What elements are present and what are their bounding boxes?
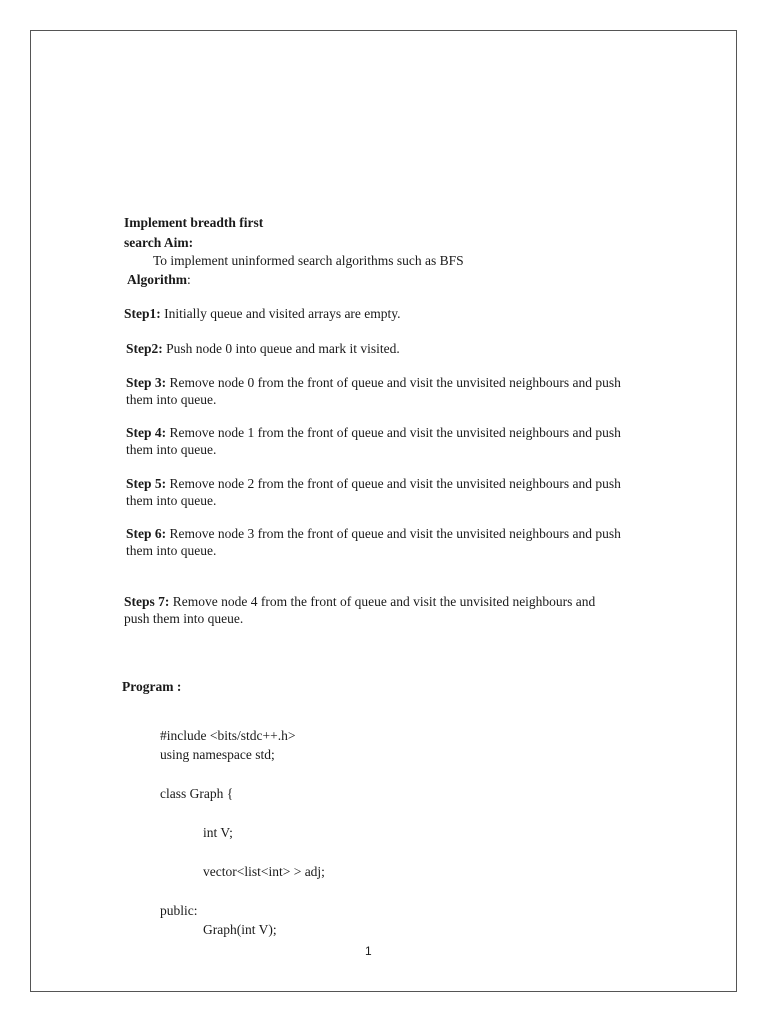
step-label: Step2: (126, 341, 163, 356)
step-3-continuation: them into queue. (126, 392, 217, 407)
step-label: Step 3: (126, 375, 167, 390)
step-label: Step 4: (126, 425, 167, 440)
step-7-continuation: push them into queue. (124, 611, 244, 626)
heading-line-1: Implement breadth first (124, 215, 264, 230)
program-heading: Program : (122, 679, 182, 694)
step-text: Remove node 1 from the front of queue and visit the unvisited neighbours and push (169, 425, 621, 440)
algorithm-label: Algorithm (127, 272, 187, 287)
step-text: Remove node 2 from the front of queue and visit the unvisited neighbours and push (169, 476, 621, 491)
code-line: #include <bits/stdc++.h> (160, 728, 296, 743)
step-5 (126, 477, 621, 491)
step-3 (126, 376, 621, 390)
step-label: Step 5: (126, 476, 167, 491)
code-line: class Graph { (160, 786, 234, 801)
step-6 (126, 527, 621, 541)
code-line: vector<list<int> > adj; (203, 864, 325, 879)
step-label: Step 6: (126, 526, 167, 541)
step-label: Steps 7: (124, 594, 170, 609)
step-4 (126, 426, 621, 440)
code-line: int V; (203, 825, 233, 840)
step-6-continuation: them into queue. (126, 543, 217, 558)
step-7 (124, 595, 595, 609)
step-label: Step1: (124, 306, 161, 321)
step-2 (126, 342, 400, 356)
step-text: Push node 0 into queue and mark it visited. (166, 341, 400, 356)
code-line: public: (160, 903, 198, 918)
heading-line-2: search Aim: (124, 235, 194, 250)
algorithm-heading (127, 273, 191, 287)
step-text: Remove node 4 from the front of queue and visit the unvisited neighbours and (172, 594, 596, 609)
step-text: Initially queue and visited arrays are empty. (164, 306, 401, 321)
step-4-continuation: them into queue. (126, 442, 217, 457)
code-line: using namespace std; (160, 747, 275, 762)
step-text: Remove node 3 from the front of queue and visit the unvisited neighbours and push (169, 526, 621, 541)
step-text: Remove node 0 from the front of queue and visit the unvisited neighbours and push (169, 375, 621, 390)
document-page (30, 30, 737, 992)
step-1 (124, 307, 401, 321)
algorithm-colon: : (187, 272, 191, 287)
code-line: Graph(int V); (203, 922, 277, 937)
aim-text: To implement uninformed search algorithms such as BFS (153, 253, 464, 268)
page-number: 1 (365, 944, 372, 958)
step-5-continuation: them into queue. (126, 493, 217, 508)
